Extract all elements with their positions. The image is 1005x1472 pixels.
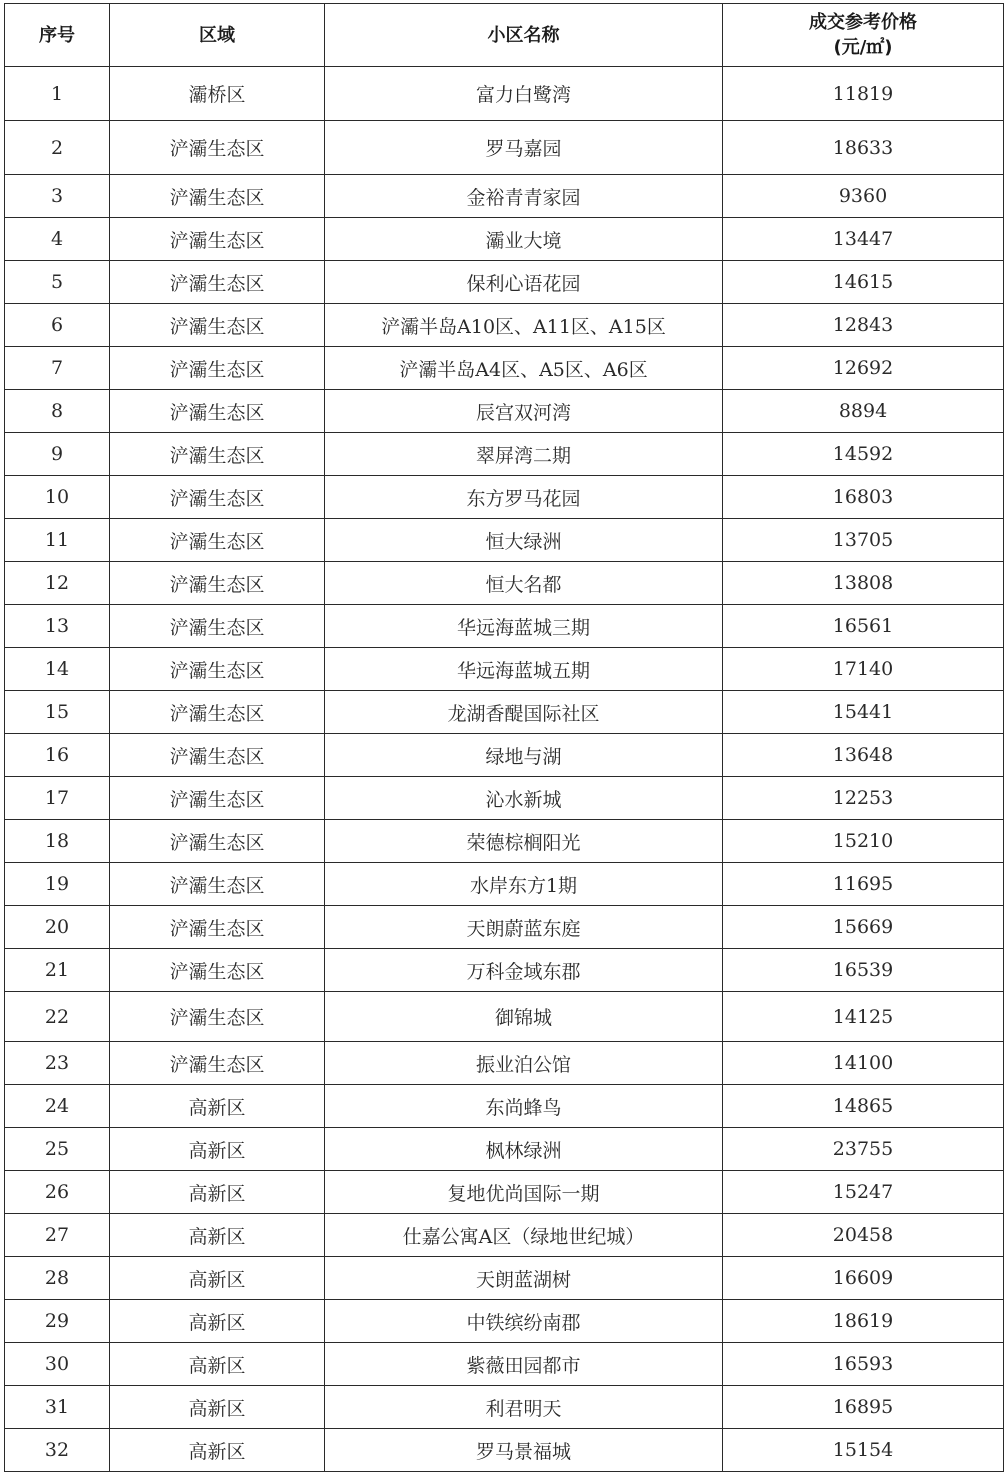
- cell-district: 高新区: [110, 1128, 325, 1171]
- header-price: [723, 4, 1004, 67]
- cell-index: 4: [5, 218, 110, 261]
- cell-community: 振业泊公馆: [325, 1042, 723, 1085]
- cell-community: 沁水新城: [325, 777, 723, 820]
- table-row: [5, 304, 1004, 347]
- cell-district: 浐灞生态区: [110, 261, 325, 304]
- cell-district: 浐灞生态区: [110, 734, 325, 777]
- header-price-unit: (元/㎡): [833, 37, 893, 58]
- cell-price: 23755: [723, 1128, 1004, 1171]
- cell-district: 浐灞生态区: [110, 562, 325, 605]
- cell-district: 灞桥区: [110, 67, 325, 121]
- cell-index: 14: [5, 648, 110, 691]
- cell-price: 8894: [723, 390, 1004, 433]
- cell-index: 7: [5, 347, 110, 390]
- price-table: [4, 3, 1004, 1472]
- cell-district: 浐灞生态区: [110, 949, 325, 992]
- cell-district: 浐灞生态区: [110, 519, 325, 562]
- table-row: [5, 562, 1004, 605]
- header-district: 区域: [110, 4, 325, 67]
- cell-price: 18633: [723, 121, 1004, 175]
- cell-community: 水岸东方1期: [325, 863, 723, 906]
- cell-community: 天朗蓝湖树: [325, 1257, 723, 1300]
- cell-community: 荣德棕榈阳光: [325, 820, 723, 863]
- cell-index: 32: [5, 1429, 110, 1472]
- table-row: [5, 519, 1004, 562]
- cell-index: 30: [5, 1343, 110, 1386]
- cell-price: 13648: [723, 734, 1004, 777]
- cell-district: 浐灞生态区: [110, 906, 325, 949]
- cell-price: 16895: [723, 1386, 1004, 1429]
- table-row: [5, 1214, 1004, 1257]
- header-index: 序号: [5, 4, 110, 67]
- cell-community: 天朗蔚蓝东庭: [325, 906, 723, 949]
- table-row: [5, 1128, 1004, 1171]
- cell-district: 浐灞生态区: [110, 605, 325, 648]
- cell-index: 2: [5, 121, 110, 175]
- table-header: [5, 4, 1004, 67]
- cell-price: 13705: [723, 519, 1004, 562]
- cell-index: 3: [5, 175, 110, 218]
- cell-community: 富力白鹭湾: [325, 67, 723, 121]
- cell-community: 龙湖香醍国际社区: [325, 691, 723, 734]
- cell-price: 18619: [723, 1300, 1004, 1343]
- cell-district: 高新区: [110, 1085, 325, 1128]
- table-row: [5, 992, 1004, 1042]
- cell-index: 25: [5, 1128, 110, 1171]
- cell-district: 高新区: [110, 1429, 325, 1472]
- cell-index: 5: [5, 261, 110, 304]
- table-row: [5, 1429, 1004, 1472]
- cell-community: 万科金域东郡: [325, 949, 723, 992]
- cell-price: 15154: [723, 1429, 1004, 1472]
- cell-community: 金裕青青家园: [325, 175, 723, 218]
- cell-index: 6: [5, 304, 110, 347]
- cell-district: 浐灞生态区: [110, 691, 325, 734]
- cell-community: 恒大名都: [325, 562, 723, 605]
- cell-district: 浐灞生态区: [110, 863, 325, 906]
- table-row: [5, 1386, 1004, 1429]
- cell-index: 13: [5, 605, 110, 648]
- cell-district: 高新区: [110, 1214, 325, 1257]
- cell-district: 浐灞生态区: [110, 648, 325, 691]
- cell-community: 东尚蜂鸟: [325, 1085, 723, 1128]
- table-row: [5, 949, 1004, 992]
- cell-district: 浐灞生态区: [110, 218, 325, 261]
- cell-index: 19: [5, 863, 110, 906]
- table-row: [5, 1042, 1004, 1085]
- cell-index: 8: [5, 390, 110, 433]
- cell-price: 13447: [723, 218, 1004, 261]
- table-row: [5, 1300, 1004, 1343]
- cell-index: 10: [5, 476, 110, 519]
- cell-index: 21: [5, 949, 110, 992]
- table-row: [5, 1085, 1004, 1128]
- cell-price: 15669: [723, 906, 1004, 949]
- cell-community: 利君明天: [325, 1386, 723, 1429]
- cell-index: 28: [5, 1257, 110, 1300]
- cell-district: 浐灞生态区: [110, 1042, 325, 1085]
- cell-index: 23: [5, 1042, 110, 1085]
- table-row: [5, 218, 1004, 261]
- cell-district: 高新区: [110, 1171, 325, 1214]
- cell-community: 紫薇田园都市: [325, 1343, 723, 1386]
- cell-price: 16539: [723, 949, 1004, 992]
- cell-community: 华远海蓝城三期: [325, 605, 723, 648]
- header-community: 小区名称: [325, 4, 723, 67]
- cell-price: 14865: [723, 1085, 1004, 1128]
- cell-district: 高新区: [110, 1300, 325, 1343]
- cell-index: 11: [5, 519, 110, 562]
- cell-community: 罗马嘉园: [325, 121, 723, 175]
- table-row: [5, 67, 1004, 121]
- cell-district: 浐灞生态区: [110, 304, 325, 347]
- cell-price: 17140: [723, 648, 1004, 691]
- cell-district: 浐灞生态区: [110, 433, 325, 476]
- cell-index: 20: [5, 906, 110, 949]
- table-row: [5, 121, 1004, 175]
- cell-price: 14615: [723, 261, 1004, 304]
- cell-index: 15: [5, 691, 110, 734]
- cell-index: 16: [5, 734, 110, 777]
- table-row: [5, 476, 1004, 519]
- cell-index: 9: [5, 433, 110, 476]
- cell-price: 13808: [723, 562, 1004, 605]
- table-row: [5, 1343, 1004, 1386]
- cell-community: 浐灞半岛A4区、A5区、A6区: [325, 347, 723, 390]
- cell-community: 东方罗马花园: [325, 476, 723, 519]
- cell-price: 16803: [723, 476, 1004, 519]
- table-row: [5, 261, 1004, 304]
- cell-price: 12253: [723, 777, 1004, 820]
- table-row: [5, 777, 1004, 820]
- cell-district: 高新区: [110, 1343, 325, 1386]
- cell-community: 绿地与湖: [325, 734, 723, 777]
- cell-price: 12843: [723, 304, 1004, 347]
- cell-community: 中铁缤纷南郡: [325, 1300, 723, 1343]
- cell-community: 御锦城: [325, 992, 723, 1042]
- cell-district: 浐灞生态区: [110, 121, 325, 175]
- cell-price: 14125: [723, 992, 1004, 1042]
- cell-community: 华远海蓝城五期: [325, 648, 723, 691]
- cell-community: 翠屏湾二期: [325, 433, 723, 476]
- table-row: [5, 433, 1004, 476]
- cell-index: 17: [5, 777, 110, 820]
- cell-price: 20458: [723, 1214, 1004, 1257]
- cell-index: 12: [5, 562, 110, 605]
- cell-price: 12692: [723, 347, 1004, 390]
- header-price-title: 成交参考价格: [809, 12, 917, 33]
- table-row: [5, 1171, 1004, 1214]
- cell-community: 恒大绿洲: [325, 519, 723, 562]
- cell-price: 14100: [723, 1042, 1004, 1085]
- cell-district: 浐灞生态区: [110, 820, 325, 863]
- cell-index: 22: [5, 992, 110, 1042]
- cell-price: 16609: [723, 1257, 1004, 1300]
- cell-community: 枫林绿洲: [325, 1128, 723, 1171]
- cell-price: 15247: [723, 1171, 1004, 1214]
- table-row: [5, 1257, 1004, 1300]
- cell-community: 保利心语花园: [325, 261, 723, 304]
- cell-community: 复地优尚国际一期: [325, 1171, 723, 1214]
- cell-price: 16593: [723, 1343, 1004, 1386]
- table-row: [5, 390, 1004, 433]
- cell-community: 灞业大境: [325, 218, 723, 261]
- cell-index: 1: [5, 67, 110, 121]
- header-row: [5, 4, 1004, 67]
- cell-district: 高新区: [110, 1386, 325, 1429]
- cell-index: 29: [5, 1300, 110, 1343]
- cell-community: 辰宫双河湾: [325, 390, 723, 433]
- cell-price: 11819: [723, 67, 1004, 121]
- table-row: [5, 863, 1004, 906]
- cell-price: 15210: [723, 820, 1004, 863]
- cell-index: 26: [5, 1171, 110, 1214]
- cell-community: 罗马景福城: [325, 1429, 723, 1472]
- cell-community: 仕嘉公寓A区（绿地世纪城）: [325, 1214, 723, 1257]
- cell-price: 9360: [723, 175, 1004, 218]
- cell-district: 浐灞生态区: [110, 476, 325, 519]
- table-row: [5, 605, 1004, 648]
- cell-index: 31: [5, 1386, 110, 1429]
- table-body: [5, 67, 1004, 1472]
- table-row: [5, 648, 1004, 691]
- table-row: [5, 820, 1004, 863]
- table-row: [5, 691, 1004, 734]
- table-row: [5, 175, 1004, 218]
- cell-district: 浐灞生态区: [110, 992, 325, 1042]
- table-row: [5, 906, 1004, 949]
- cell-district: 浐灞生态区: [110, 347, 325, 390]
- cell-price: 14592: [723, 433, 1004, 476]
- table-row: [5, 734, 1004, 777]
- cell-district: 浐灞生态区: [110, 390, 325, 433]
- cell-index: 24: [5, 1085, 110, 1128]
- cell-community: 浐灞半岛A10区、A11区、A15区: [325, 304, 723, 347]
- cell-district: 浐灞生态区: [110, 175, 325, 218]
- cell-index: 27: [5, 1214, 110, 1257]
- table-row: [5, 347, 1004, 390]
- cell-price: 16561: [723, 605, 1004, 648]
- cell-district: 浐灞生态区: [110, 777, 325, 820]
- cell-district: 高新区: [110, 1257, 325, 1300]
- cell-price: 11695: [723, 863, 1004, 906]
- cell-index: 18: [5, 820, 110, 863]
- cell-price: 15441: [723, 691, 1004, 734]
